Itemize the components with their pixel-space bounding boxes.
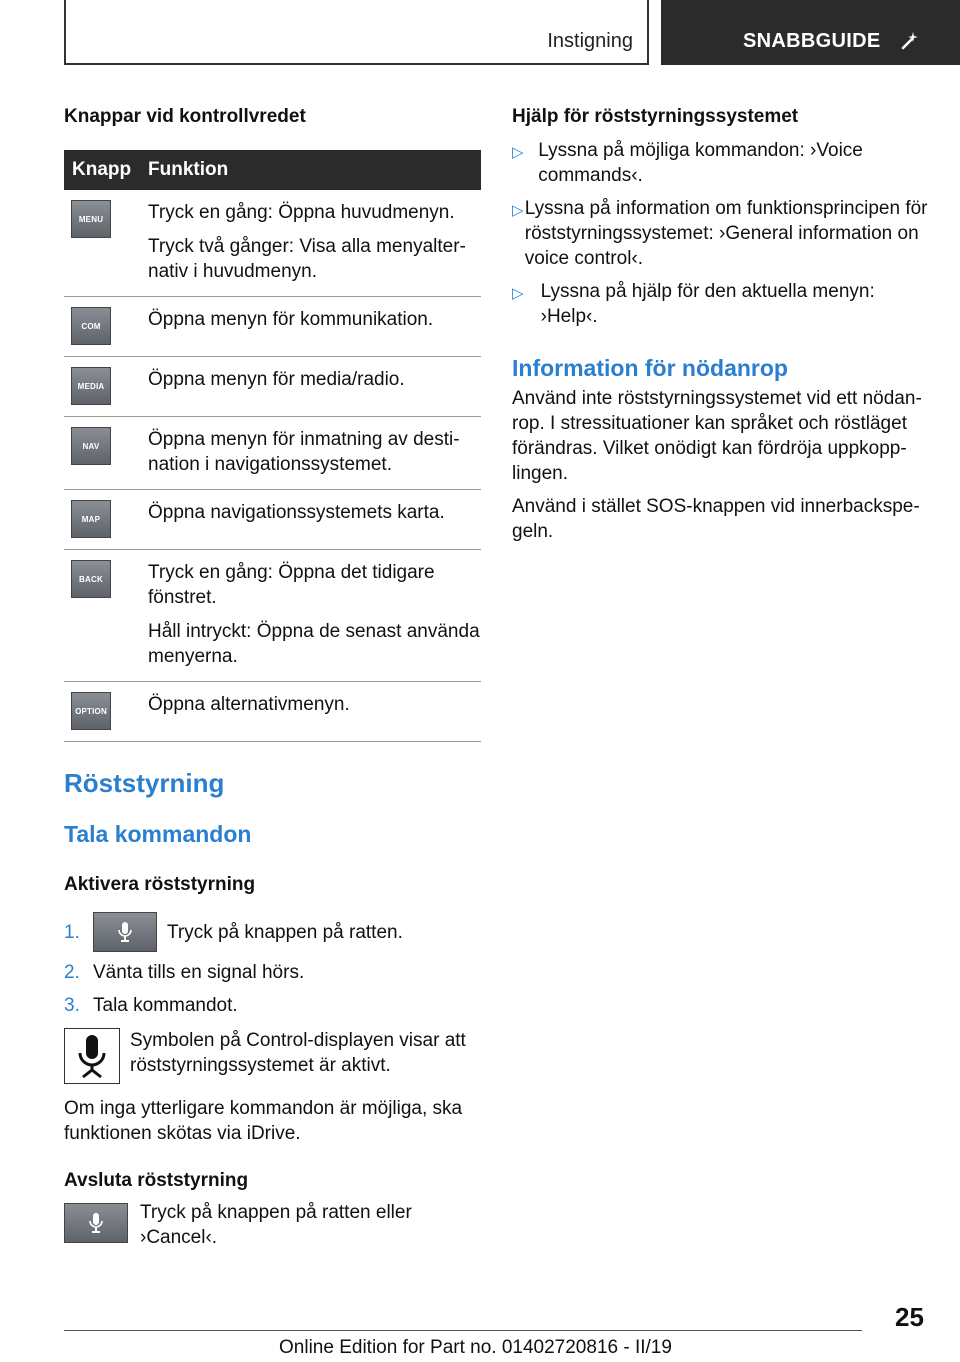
table-cell-text: Tryck en gång: Öppna huvudmenyn. [148, 202, 455, 223]
symbol-note-text: Symbolen på Control-displayen visar att röststyrningssystemet är aktivt. [130, 1030, 466, 1076]
table-cell-text: Öppna navigationssystemets karta. [148, 502, 445, 523]
activate-voice-heading: Aktivera röststyrning [64, 874, 256, 895]
end-voice-text: Tryck på knappen på ratten eller ›Cancel‹. [140, 1202, 412, 1248]
idrive-note: Om inga ytterligare kommandon är möjliga, ska funktionen skötas via iDrive. [64, 1098, 463, 1144]
emergency-heading: Information för nödanrop [512, 355, 788, 381]
steering-voice-button-icon [64, 1203, 128, 1243]
symbol-note [64, 1028, 481, 1084]
table-header-button: Knapp [72, 159, 132, 180]
table-row [64, 190, 481, 297]
header-section-label: Instigning [547, 30, 633, 52]
media-button-icon: MEDIA [71, 367, 111, 405]
page-number: 25 [895, 1302, 924, 1332]
list-item [512, 279, 932, 329]
table-row [64, 357, 481, 417]
left-column [64, 100, 481, 1250]
end-voice-row [64, 1200, 481, 1250]
buttons-section-title: Knappar vid kontrollvredet [64, 106, 306, 127]
step-number: 1. [64, 921, 80, 943]
table-cell-text: Tryck två gånger: Visa alla menyalternativ i huvudmenyn. [148, 236, 466, 282]
help-bullet-text: Lyssna på hjälp för den aktuella menyn: ›Help‹. [540, 281, 875, 327]
header-guide-box [661, 0, 960, 65]
right-column [512, 100, 932, 544]
emergency-paragraph: Använd i stället SOS-knappen vid innerbackspegeln. [512, 496, 920, 542]
table-cell-text: Öppna menyn för media/radio. [148, 369, 405, 390]
microphone-icon [64, 1028, 120, 1084]
help-bullet-text: Lyssna på möjliga kommandon: ›Voice commands‹. [538, 140, 863, 186]
step-number: 2. [64, 962, 80, 983]
back-button-icon: BACK [71, 560, 111, 598]
help-heading: Hjälp för röststyrningssystemet [512, 106, 799, 127]
wand-icon [899, 30, 921, 52]
list-item [64, 912, 481, 952]
list-item [512, 138, 932, 188]
step-number: 3. [64, 995, 80, 1016]
header-section-box [64, 0, 649, 65]
header-guide-label: SNABBGUIDE [743, 30, 881, 52]
footer-edition: Online Edition for Part no. 01402720816 - II/19 [279, 1337, 672, 1358]
footer-divider [64, 1330, 862, 1331]
help-bullet-text: Lyssna på information om funktionsprincipen för röststyrningssystemet: ›General information on voice control‹. [524, 198, 928, 269]
triangle-bullet-icon: ▷ [512, 202, 524, 219]
map-button-icon: MAP [71, 500, 111, 538]
triangle-bullet-icon: ▷ [512, 285, 524, 302]
controller-buttons-table [64, 150, 481, 742]
list-item [512, 196, 932, 271]
emergency-paragraph: Använd inte röststyrningssystemet vid ett nödanrop. I stressituationer kan språket och röstläget förändras. Vilket onödigt kan fördröja uppkopplingen. [512, 388, 922, 484]
menu-button-icon: MENU [71, 200, 111, 238]
table-header-function: Funktion [148, 159, 229, 180]
table-row [64, 417, 481, 490]
steering-voice-button-icon [93, 912, 157, 952]
table-header [64, 150, 481, 190]
activation-steps [64, 912, 481, 1018]
list-item [64, 993, 481, 1018]
help-list [512, 138, 932, 329]
option-button-icon: OPTION [71, 692, 111, 730]
end-voice-heading: Avsluta röststyrning [64, 1170, 249, 1191]
list-item [64, 960, 481, 985]
voice-control-heading: Röststyrning [64, 768, 225, 798]
table-cell-text: Öppna alternativmenyn. [148, 694, 350, 715]
nav-button-icon: NAV [71, 427, 111, 465]
table-cell-text: Håll intryckt: Öppna de senast använda menyerna. [148, 621, 480, 667]
step-text: Vänta tills en signal hörs. [93, 962, 305, 983]
step-text: Tryck på knappen på ratten. [167, 921, 403, 943]
table-row [64, 297, 481, 357]
table-cell-text: Öppna menyn för inmatning av destination i navigationssystemet. [148, 429, 460, 475]
triangle-bullet-icon: ▷ [512, 144, 524, 161]
table-cell-text: Tryck en gång: Öppna det tidigare fönstret. [148, 562, 435, 608]
table-row [64, 550, 481, 682]
table-row [64, 682, 481, 742]
step-text: Tala kommandot. [93, 995, 238, 1016]
speak-commands-heading: Tala kommandon [64, 821, 252, 847]
table-cell-text: Öppna menyn för kommunikation. [148, 309, 434, 330]
table-row [64, 490, 481, 550]
com-button-icon: COM [71, 307, 111, 345]
